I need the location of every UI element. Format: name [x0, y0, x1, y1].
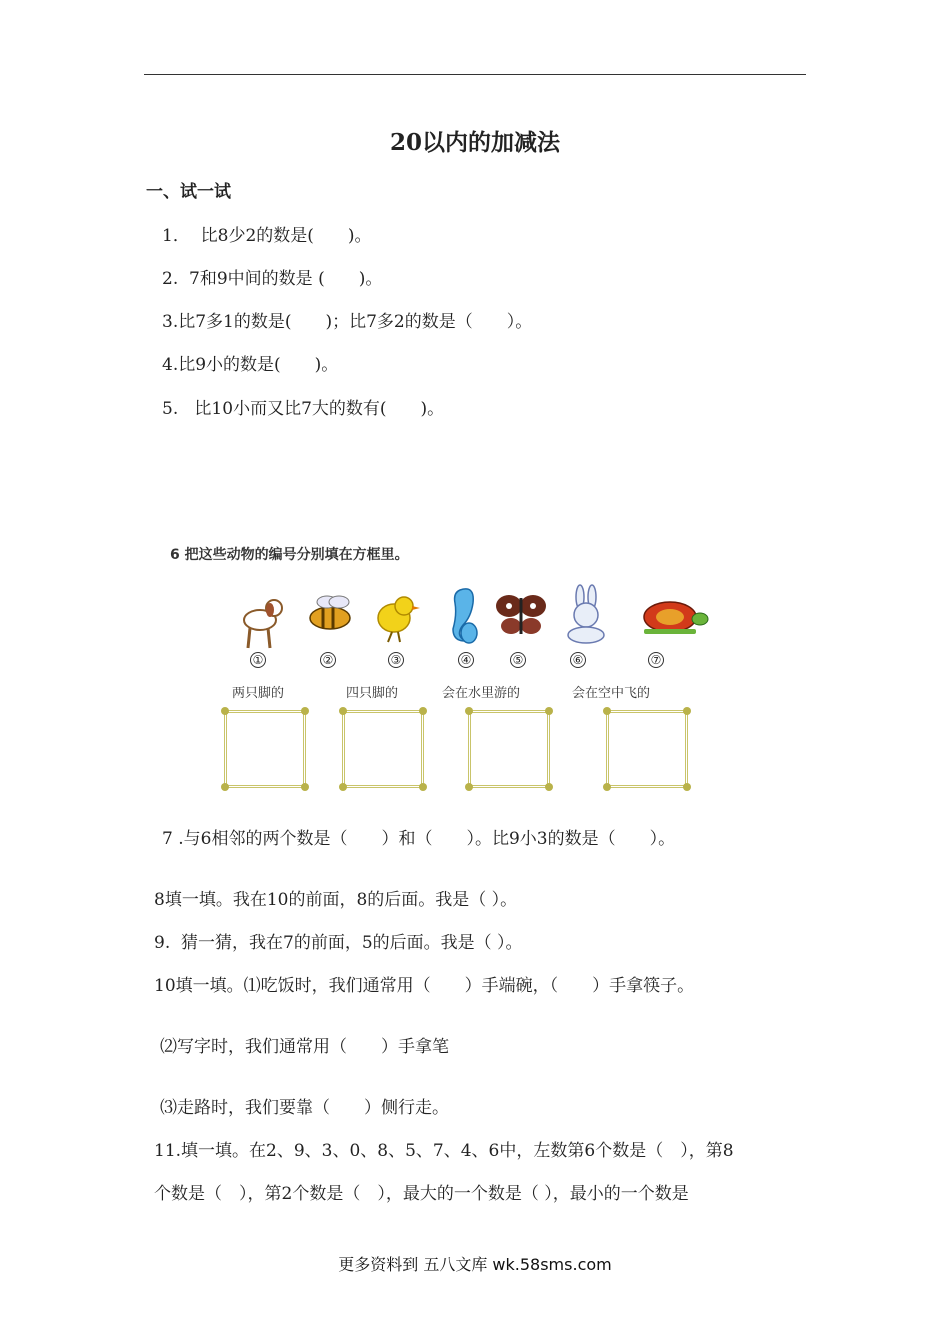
page-title: 20以内的加减法 [389, 129, 560, 156]
rabbit-icon [568, 585, 604, 643]
animal-number-6: ⑥ [570, 652, 586, 668]
question-2: 2. 7和9中间的数是 ( )。 [162, 269, 383, 289]
seahorse-icon [453, 589, 477, 643]
answer-box-four-legs[interactable] [342, 710, 424, 788]
answer-box-two-legs[interactable] [224, 710, 306, 788]
question-11-line-2: 个数是（ ），第2个数是（ ），最大的一个数是（ ），最小的一个数是 [154, 1184, 689, 1204]
header-rule [144, 74, 806, 75]
question-10-part-2: ⑵写字时，我们通常用（ ）手拿笔 [160, 1037, 449, 1057]
animal-number-2: ② [320, 652, 336, 668]
question-10: 10填一填。⑴吃饭时，我们通常用（ ）手端碗，（ ）手拿筷子。 [154, 976, 695, 996]
chick-icon [378, 597, 420, 642]
question-5: 5. 比10小而又比7大的数有( )。 [162, 399, 445, 419]
footer-link[interactable]: 更多资料到 五八文库 wk.58sms.com [338, 1255, 612, 1274]
turtle-icon [644, 602, 708, 634]
animal-number-3: ③ [388, 652, 404, 668]
question-4: 4.比9小的数是( )。 [162, 355, 339, 375]
animal-number-5: ⑤ [510, 652, 526, 668]
answer-box-swim[interactable] [468, 710, 550, 788]
answer-box-fly[interactable] [606, 710, 688, 788]
question-8: 8填一填。我在10的前面，8的后面。我是（ ）。 [154, 890, 518, 910]
question-10-part-3: ⑶走路时，我们要靠（ ）侧行走。 [160, 1098, 449, 1118]
question-3: 3.比7多1的数是( )；比7多2的数是（ ）。 [162, 312, 533, 332]
dog-icon [244, 600, 282, 648]
animal-number-1: ① [250, 652, 266, 668]
figure-title: 6 把这些动物的编号分别填在方框里。 [170, 547, 409, 563]
section-heading: 一、试一试 [146, 182, 231, 202]
animal-figure [160, 540, 730, 800]
animal-number-4: ④ [458, 652, 474, 668]
question-9: 9. 猜一猜，我在7的前面，5的后面。我是（ ）。 [154, 933, 523, 953]
category-swim: 会在水里游的 [442, 686, 521, 701]
animal-number-7: ⑦ [648, 652, 664, 668]
animal-row [160, 580, 730, 680]
question-11-line-1: 11.填一填。在2、9、3、0、8、5、7、4、6中，左数第6个数是（ ），第8 [154, 1141, 734, 1161]
question-7: 7 .与6相邻的两个数是（ ）和（ ）。比9小3的数是（ ）。 [162, 829, 676, 849]
category-two-legs: 两只脚的 [232, 686, 285, 701]
butterfly-icon [496, 595, 546, 634]
bee-icon [310, 596, 350, 629]
category-four-legs: 四只脚的 [346, 686, 399, 701]
question-1: 1． 比8少2的数是( )。 [162, 226, 372, 246]
category-fly: 会在空中飞的 [572, 686, 651, 701]
